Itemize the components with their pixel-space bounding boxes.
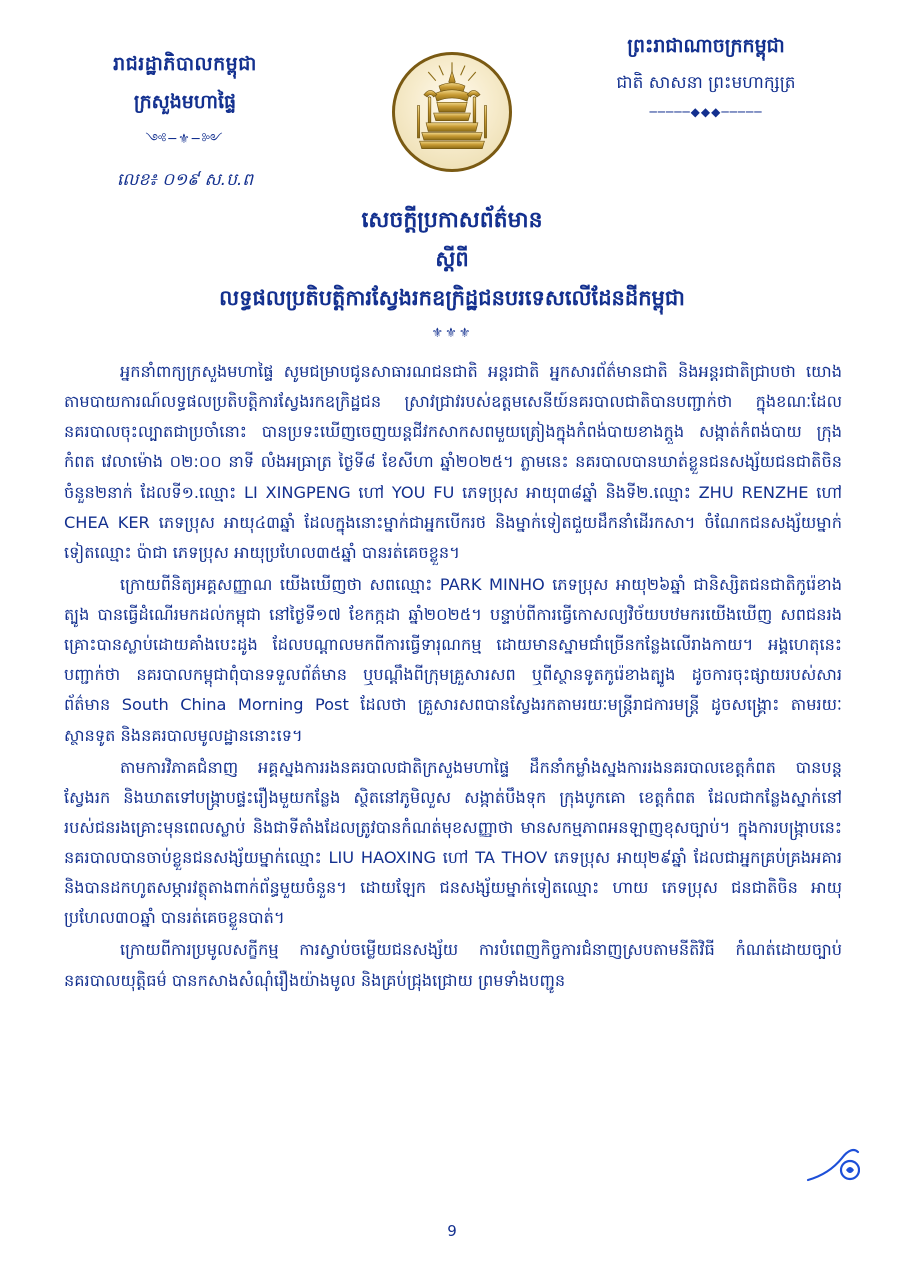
document-body bbox=[64, 357, 842, 996]
document-title-block bbox=[0, 206, 904, 341]
emblem-artwork bbox=[398, 58, 506, 166]
document-reference-number: លេខ៖ ០១៩ ស.ប.ព bbox=[116, 170, 254, 190]
title-ornament: ⚜⚜⚜ bbox=[431, 326, 473, 341]
page-number: 9 bbox=[447, 1222, 457, 1240]
ministry-name: ក្រសួងមហាផ្ទៃ bbox=[133, 91, 237, 113]
ornament-divider-left: ༺─⚜─༻ bbox=[145, 132, 225, 147]
paragraph-2: ក្រោយពីនិត្យអគ្គសញ្ញាណ យើងឃើញថា សពឈ្មោះ PARK MINHO ភេទប្រុស អាយុ២៦ឆ្នាំ ជានិស្សិតជនជាតិកូរ៉េខាងត្បូង បានធ្វើដំណើរមកដល់កម្ពុជា នៅថ្ងៃទី១៧ ខែកក្កដា ឆ្នាំ២០២៥។ បន្ទាប់ពីការធ្វើកោសល្យវិច័យបឋមករយើងឃើញ សពជនរងគ្រោះបានស្លាប់ដោយគាំងបេះដូង ដែលបណ្តាលមកពីការធ្វើទារុណកម្ម ដោយមានស្នាមជាំច្រើនកន្លែងលើរាងកាយ។ អង្គហេតុនេះបញ្ជាក់ថា នគរបាលកម្ពុជាពុំបានទទួលព័ត៌មាន ឬបណ្តឹងពីក្រុមគ្រួសារសព ឬពីស្ថានទូតកូរ៉េខាងត្បូង ដូចការចុះផ្សាយរបស់សារព័ត៌មាន South China Morning Post ដែលថា គ្រួសារសពបានស្វែងរកតាមរយៈមន្ត្រីរាជការមន្ត្រី ដូចសង្គ្រោះ តាមរយៈស្ថានទូត និងនគរបាលមូលដ្ឋាននោះទេ។ bbox=[64, 574, 842, 745]
header-left-block bbox=[60, 52, 310, 194]
header-right-block bbox=[566, 34, 846, 119]
paragraph-3: តាមការវិភាគជំនាញ អគ្គស្នងការរងនគរបាលជាតិក្រសួងមហាផ្ទៃ ដឹកនាំកម្លាំងស្នងការរងនគរបាលខេត្តកំពត បានបន្តស្វែងរក និងឃាតទៅបង្រ្កាបផ្ទះរឿងមួយកន្លែង ស្ថិតនៅភូមិលួស សង្កាត់បឹងទុក ក្រុងបូកគោ ខេត្តកំពត ដែលជាកន្លែងស្នាក់នៅរបស់ជនរងគ្រោះមុនពេលស្លាប់ និងជាទីតាំងដែលត្រូវបានកំណត់មុខសញ្ញាថា មានសកម្មភាពអនឡាញខុសច្បាប់។ ក្នុងការបង្រ្កាបនេះ នគរបាលបានចាប់ខ្លួនជនសង្ស័យម្នាក់ឈ្មោះ LIU HAOXING ហៅ TA THOV ភេទប្រុស អាយុ២៩ឆ្នាំ ដែលជាអ្នកគ្រប់គ្រងអគារ និងបានដកហូតសម្ភារវត្ថុតាងពាក់ព័ន្ធមួយចំនួន។ ដោយឡែក ជនសង្ស័យម្នាក់ទៀតឈ្មោះ ហាយ ភេទប្រុស ជនជាតិចិន អាយុប្រហែល៣០ឆ្នាំ បានរត់គេចខ្លួនបាត់។ bbox=[64, 757, 842, 928]
title-line-2: ស្តីពី bbox=[435, 247, 469, 271]
ornament-divider-right: ─────◆◆◆───── bbox=[649, 105, 763, 119]
government-name: រាជរដ្ឋាភិបាលកម្ពុជា bbox=[113, 53, 257, 75]
title-line-1: សេចក្តីប្រកាសព័ត៌មាន bbox=[361, 208, 543, 233]
signature-flourish-icon bbox=[804, 1140, 860, 1188]
kingdom-name: ព្រះរាជាណាចក្រកម្ពុជា bbox=[627, 35, 785, 57]
document-header bbox=[0, 0, 904, 200]
paragraph-4: ក្រោយពីការប្រមូលសក្ខីកម្ម ការស្វាប់ចម្លើយជនសង្ស័យ ការបំពេញកិច្ចការជំនាញស្របតាមនីតិវិធី កំណត់ដោយច្បាប់ នគរបាលយុត្តិធម៌ បានកសាងសំណុំរឿងយ៉ាងមូល និងគ្រប់ជ្រុងជ្រោយ ព្រមទាំងបញ្ជូន bbox=[64, 940, 842, 990]
national-motto: ជាតិ សាសនា ព្រះមហាក្សត្រ bbox=[616, 73, 796, 93]
royal-arms-emblem bbox=[392, 52, 512, 172]
paragraph-1: អ្នកនាំពាក្យក្រសួងមហាផ្ទៃ សូមជម្រាបជូនសាធារណជនជាតិ អន្តរជាតិ អ្នកសារព័ត៌មានជាតិ និងអន្តរជាតិជ្រាបថា យោងតាមបាយការណ៍លទ្ធផលប្រតិបត្តិការស្វែងរកឧក្រិដ្ឋជន ស្រាវជ្រាវរបស់ឧត្តមសេនីយ៍នគរបាលជាតិបានបញ្ជាក់ថា ក្នុងខណៈដែលនគរបាលចុះល្បាតជាប្រចាំនោះ បានប្រទះឃើញចេញយន្តជីវកសាកសពមួយត្រៀងក្នុងកំពង់បាយខាងក្តួង សង្កាត់កំពង់បាយ ក្រុងកំពត វេលាម៉ោង ០២:០០ នាទី លំងអធ្រាត្រ ថ្ងៃទី៨ ខែសីហា ឆ្នាំ២០២៥។ ភ្លាមនេះ នគរបាលបានឃាត់ខ្លួនជនសង្ស័យជនជាតិចិន ចំនួន២នាក់ ដែលទី១.ឈ្មោះ LI XINGPENG ហៅ YOU FU ភេទប្រុស អាយុ៣៨ឆ្នាំ និងទី២.ឈ្មោះ ZHU RENZHE ហៅ CHEA KER ភេទប្រុស អាយុ៤៣ឆ្នាំ ដែលក្នុងនោះម្នាក់ជាអ្នកបើករថ និងម្នាក់ទៀតជួយដឹកនាំដើរកសា។ ចំណែកជនសង្ស័យម្នាក់ទៀតឈ្មោះ ប៉ាជា ភេទប្រុស អាយុប្រហែល៣៥ឆ្នាំ បានរត់គេចខ្លួន។ bbox=[64, 362, 842, 562]
title-line-3: លទ្ធផលប្រតិបត្តិការស្វែងរកឧក្រិដ្ឋជនបរទេសលើដែនដីកម្ពុជា bbox=[219, 286, 685, 310]
